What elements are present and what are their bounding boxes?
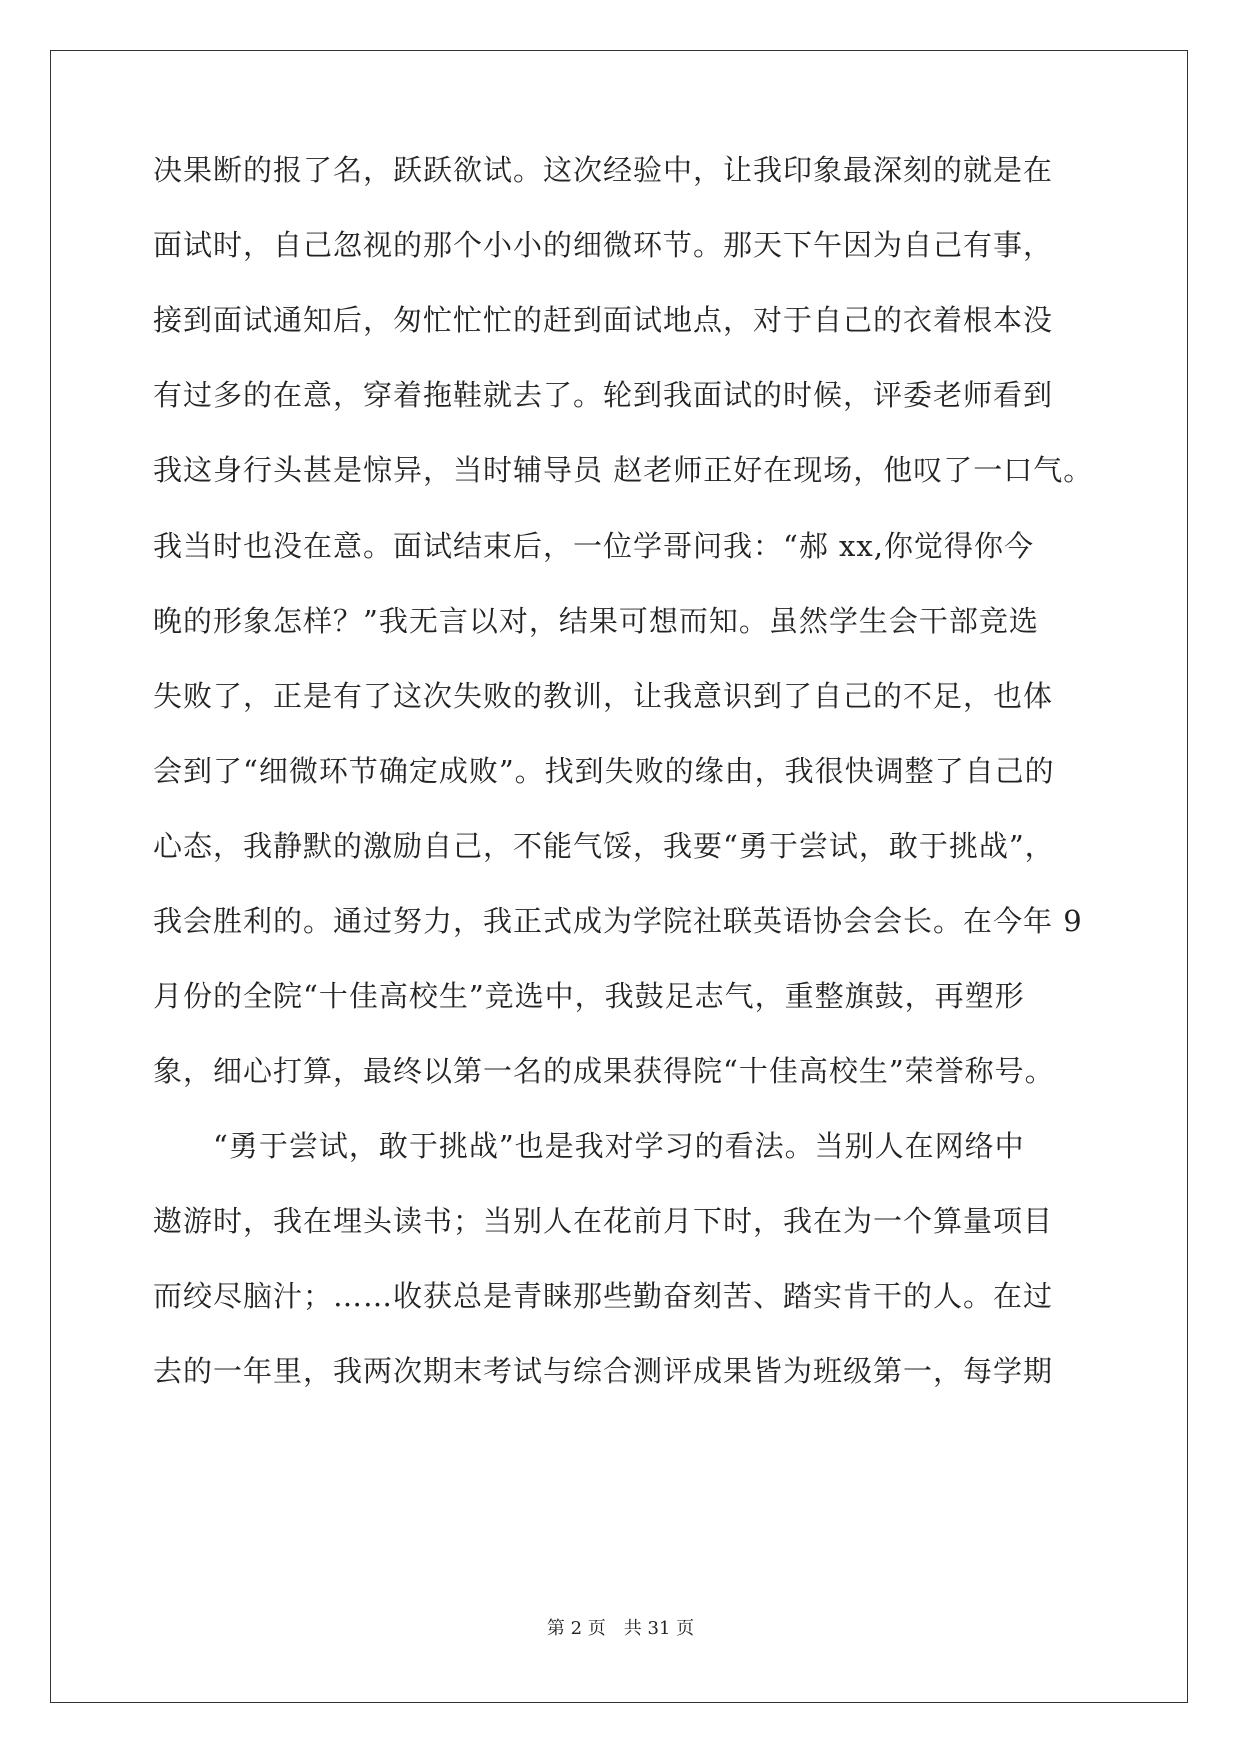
body-line-11: 我会胜利的。通过努力，我正式成为学院社联英语协会会长。在今年 9: [153, 904, 1083, 938]
body-line-10: 心态，我静默的激励自己，不能气馁，我要“勇于尝试，敢于挑战”，: [153, 829, 1055, 863]
body-line-12: 月份的全院“十佳高校生”竞选中，我鼓足志气，重整旗鼓，再塑形: [153, 979, 1025, 1013]
body-line-17: 去的一年里，我两次期末考试与综合测评成果皆为班级第一，每学期: [153, 1354, 1054, 1388]
body-line-1: 决果断的报了名，跃跃欲试。这次经验中，让我印象最深刻的就是在: [153, 153, 1054, 187]
body-line-3: 接到面试通知后，匆忙忙忙的赶到面试地点，对于自己的衣着根本没: [153, 303, 1054, 337]
body-line-14: “勇于尝试，敢于挑战”也是我对学习的看法。当别人在网络中: [153, 1129, 1025, 1163]
body-line-6: 我当时也没在意。面试结束后，一位学哥问我：“郝 xx,你觉得你今: [153, 529, 1034, 563]
body-line-7: 晚的形象怎样？”我无言以对，结果可想而知。虽然学生会干部竞选: [153, 604, 1039, 638]
body-line-16: 而绞尽脑汁；……收获总是青睐那些勤奋刻苦、踏实肯干的人。在过: [153, 1279, 1054, 1313]
body-line-8: 失败了，正是有了这次失败的教训，让我意识到了自己的不足，也体: [153, 679, 1054, 713]
body-line-13: 象，细心打算，最终以第一名的成果获得院“十佳高校生”荣誉称号。: [153, 1054, 1055, 1088]
body-line-4: 有过多的在意，穿着拖鞋就去了。轮到我面试的时候，评委老师看到: [153, 378, 1054, 412]
page-number-footer: 第 2 页 共 31 页: [546, 1618, 695, 1639]
body-line-2: 面试时，自己忽视的那个小小的细微环节。那天下午因为自己有事，: [153, 228, 1054, 262]
page-border: [50, 50, 1188, 1703]
body-line-9: 会到了“细微环节确定成败”。找到失败的缘由，我很快调整了自己的: [153, 754, 1055, 788]
body-line-15: 遨游时，我在埋头读书；当别人在花前月下时，我在为一个算量项目: [153, 1204, 1054, 1238]
body-line-5: 我这身行头甚是惊异，当时辅导员 赵老师正好在现场，他叹了一口气。: [153, 453, 1094, 487]
